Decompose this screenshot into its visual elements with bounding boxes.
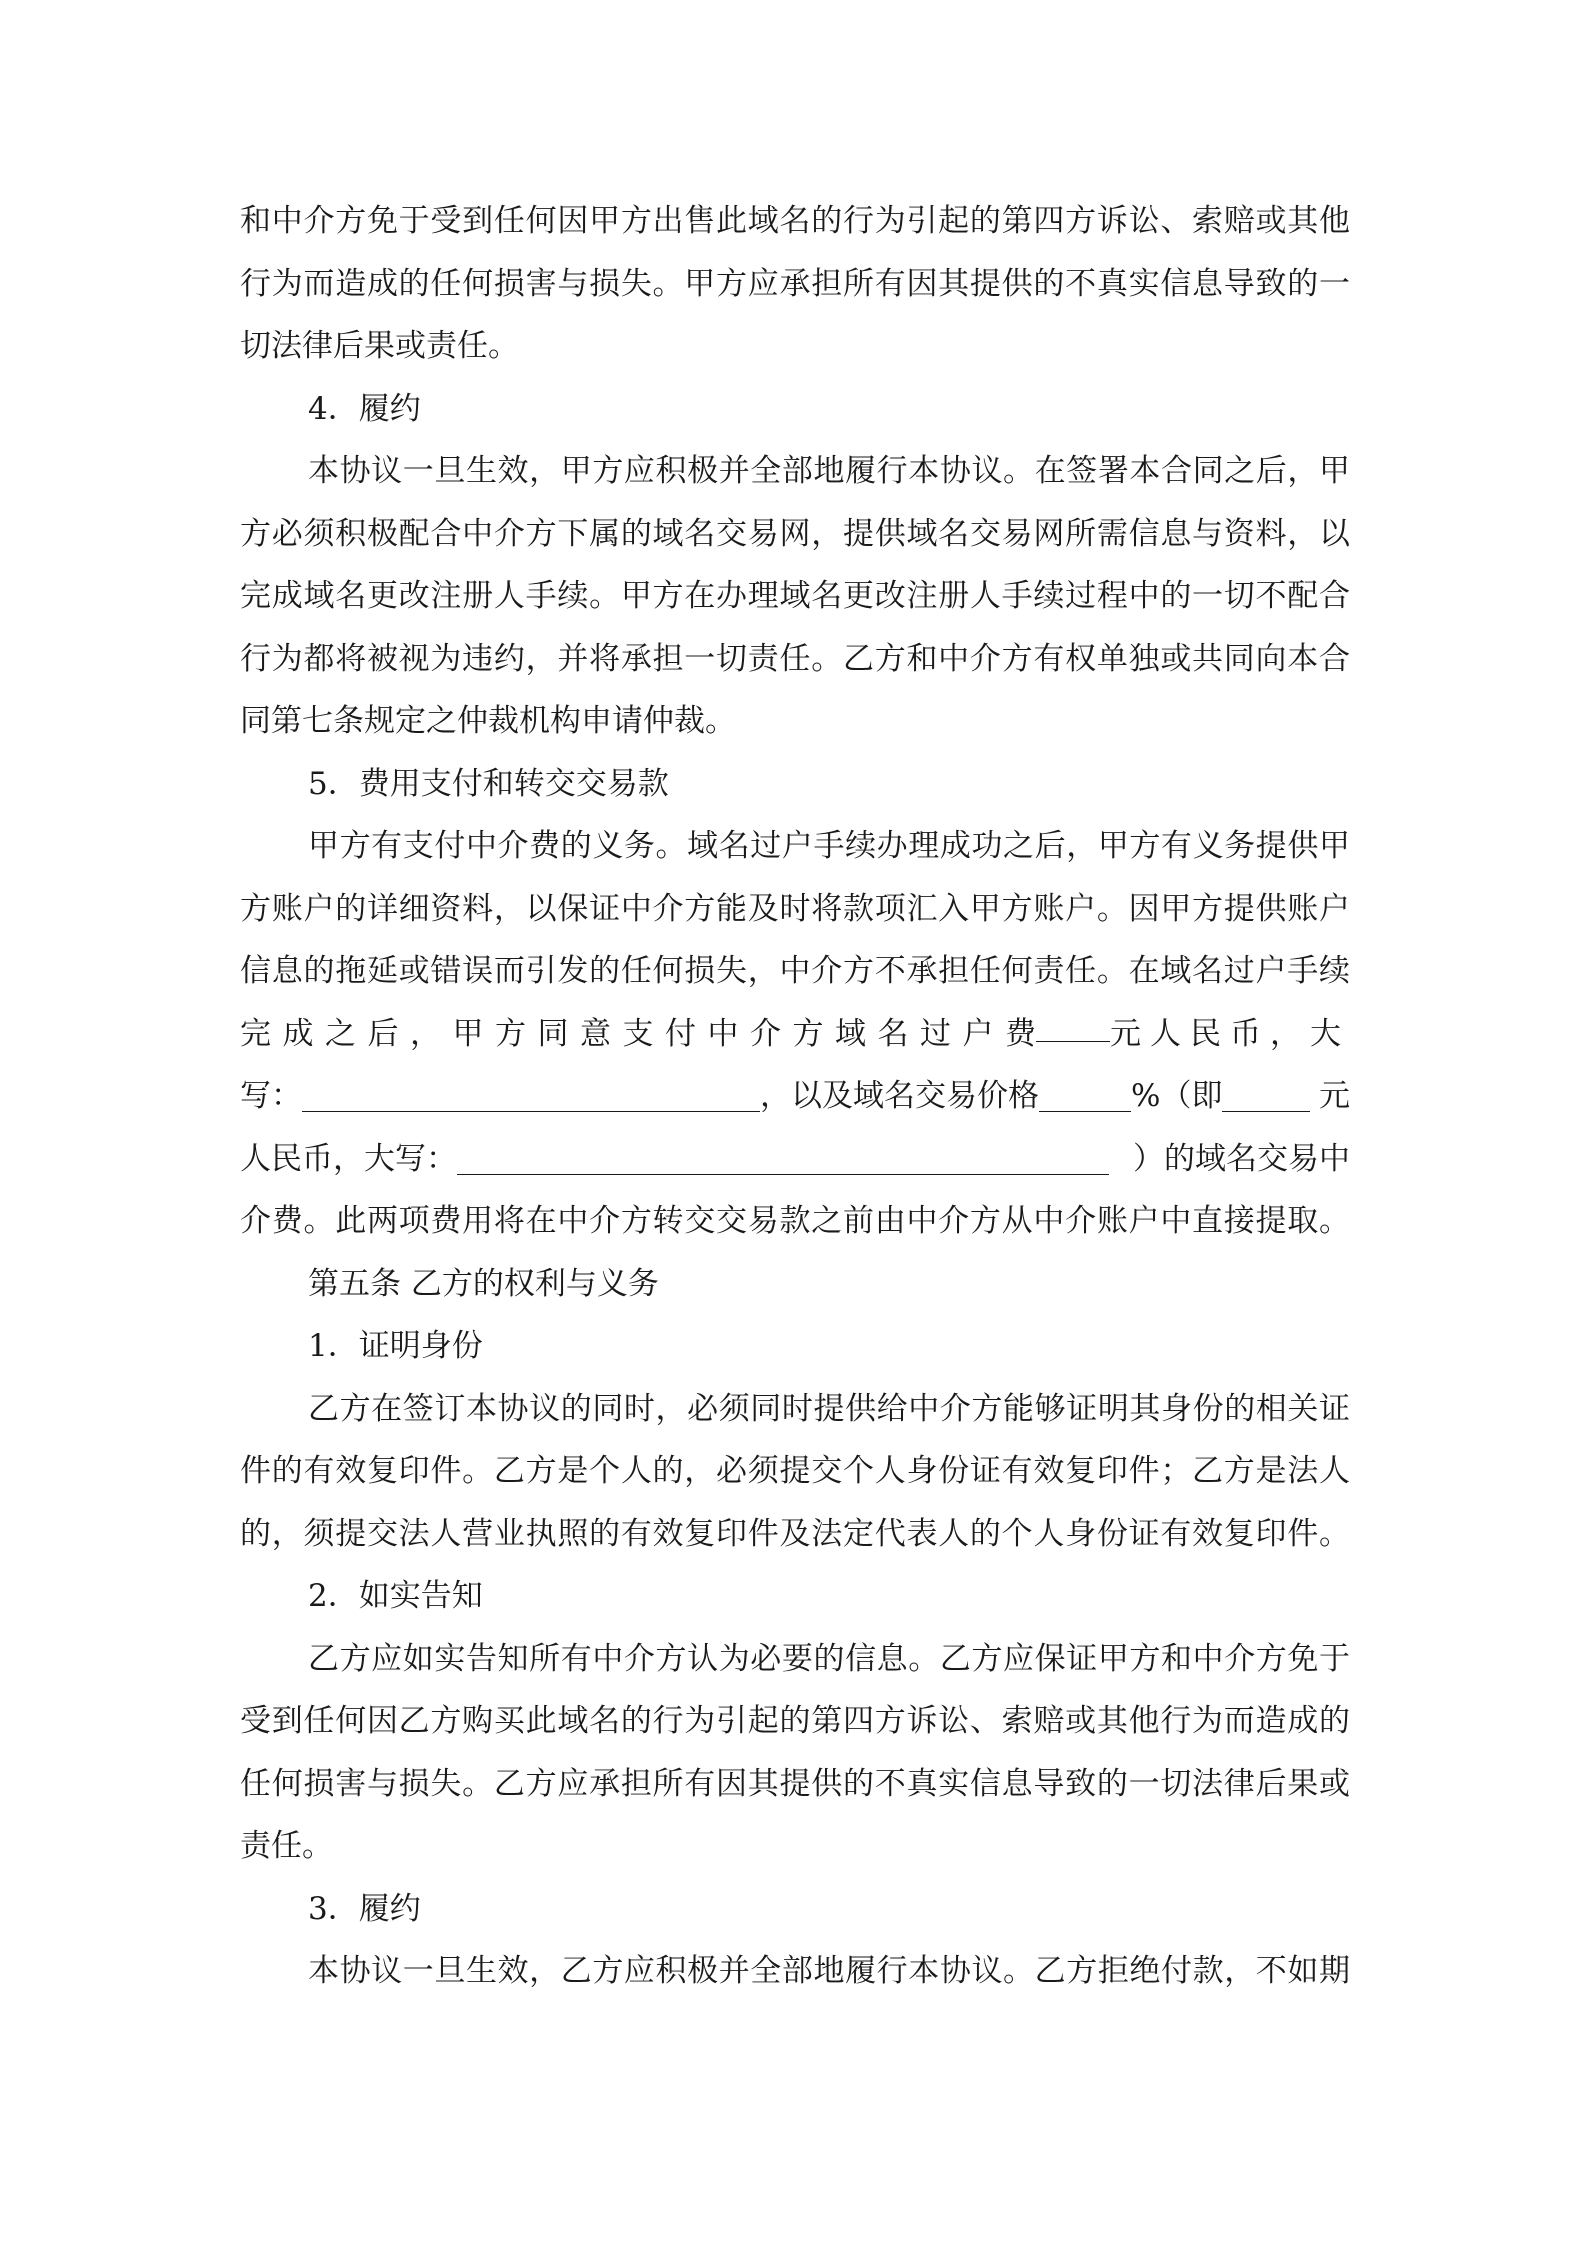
transfer-fee-blank [1036,1003,1111,1042]
paragraph-line: 切法律后果或责任。 [240,328,519,364]
paragraph-line: 甲方有支付中介费的义务。域名过户手续办理成功之后，甲方有义务提供甲 [308,828,1350,864]
paragraph-line: 乙方在签订本协议的同时，必须同时提供给中介方能够证明其身份的相关证 [308,1390,1350,1427]
section-heading: 5．费用支付和转交交易款 [308,765,669,802]
fee-text-rmb: 人民币，大写： [240,1140,457,1177]
section-heading: 3．履约 [308,1890,421,1927]
paragraph-line: 完成域名更改注册人手续。甲方在办理域名更改注册人手续过程中的一切不配合 [240,578,1350,614]
fee-text-before: 完成之后，甲方同意支付中介方域名过户费 [240,1015,1048,1052]
article-heading: 第五条 乙方的权利与义务 [308,1265,659,1302]
paragraph-line: 和中介方免于受到任何因甲方出售此域名的行为引起的第四方诉讼、索赔或其他 [240,203,1350,239]
paragraph-line: 方账户的详细资料，以保证中介方能及时将款项汇入甲方账户。因甲方提供账户 [240,890,1350,927]
fee-text-commission: ）的域名交易中 [1133,1140,1350,1177]
paragraph-line: 本协议一旦生效，乙方应积极并全部地履行本协议。乙方拒绝付款，不如期 [308,1953,1350,1989]
fee-line-2 [240,1065,1350,1128]
paragraph-line: 任何损害与损失。乙方应承担所有因其提供的不真实信息导致的一切法律后果或 [240,1765,1350,1802]
fee-line-3 [240,1128,1350,1191]
fee-text-price: ，以及域名交易价格 [760,1078,1039,1114]
paragraph-line: 本协议一旦生效，甲方应积极并全部地履行本协议。在签署本合同之后，甲 [308,453,1350,489]
paragraph-line: 的，须提交法人营业执照的有效复印件及法定代表人的个人身份证有效复印件。 [240,1515,1350,1552]
paragraph-line: 信息的拖延或错误而引发的任何损失，中介方不承担任何责任。在域名过户手续 [240,953,1350,989]
paragraph-line: 介费。此两项费用将在中介方转交交易款之前由中介方从中介账户中直接提取。 [240,1203,1350,1239]
fee-text-yuan: 元 [1319,1078,1350,1114]
section-heading: 2．如实告知 [308,1578,483,1614]
paragraph-line: 行为都将被视为违约，并将承担一切责任。乙方和中介方有权单独或共同向本合 [240,640,1350,677]
commission-uppercase-blank [457,1136,1109,1175]
paragraph-line: 件的有效复印件。乙方是个人的，必须提交个人身份证有效复印件；乙方是法人 [240,1453,1350,1489]
fee-amount-blank [1222,1073,1310,1112]
fee-amount-uppercase-blank [302,1073,760,1112]
fee-percent-blank [1039,1073,1131,1112]
fee-text-percent: %（即 [1131,1078,1223,1114]
fee-text-after: 元人民币，大 [1110,1015,1350,1052]
document-page [240,190,1350,2003]
fee-line-1 [240,1003,1350,1066]
fee-text-write: 写： [240,1078,302,1114]
paragraph-line: 乙方应如实告知所有中介方认为必要的信息。乙方应保证甲方和中介方免于 [308,1640,1350,1677]
paragraph-line: 方必须积极配合中介方下属的域名交易网，提供域名交易网所需信息与资料，以 [240,515,1350,552]
paragraph-line: 责任。 [240,1828,333,1864]
paragraph-line: 行为而造成的任何损害与损失。甲方应承担所有因其提供的不真实信息导致的一 [240,265,1350,302]
section-heading: 4．履约 [308,390,421,427]
paragraph-line: 同第七条规定之仲裁机构申请仲裁。 [240,703,736,739]
paragraph-line: 受到任何因乙方购买此域名的行为引起的第四方诉讼、索赔或其他行为而造成的 [240,1703,1350,1739]
section-heading: 1．证明身份 [308,1328,483,1364]
